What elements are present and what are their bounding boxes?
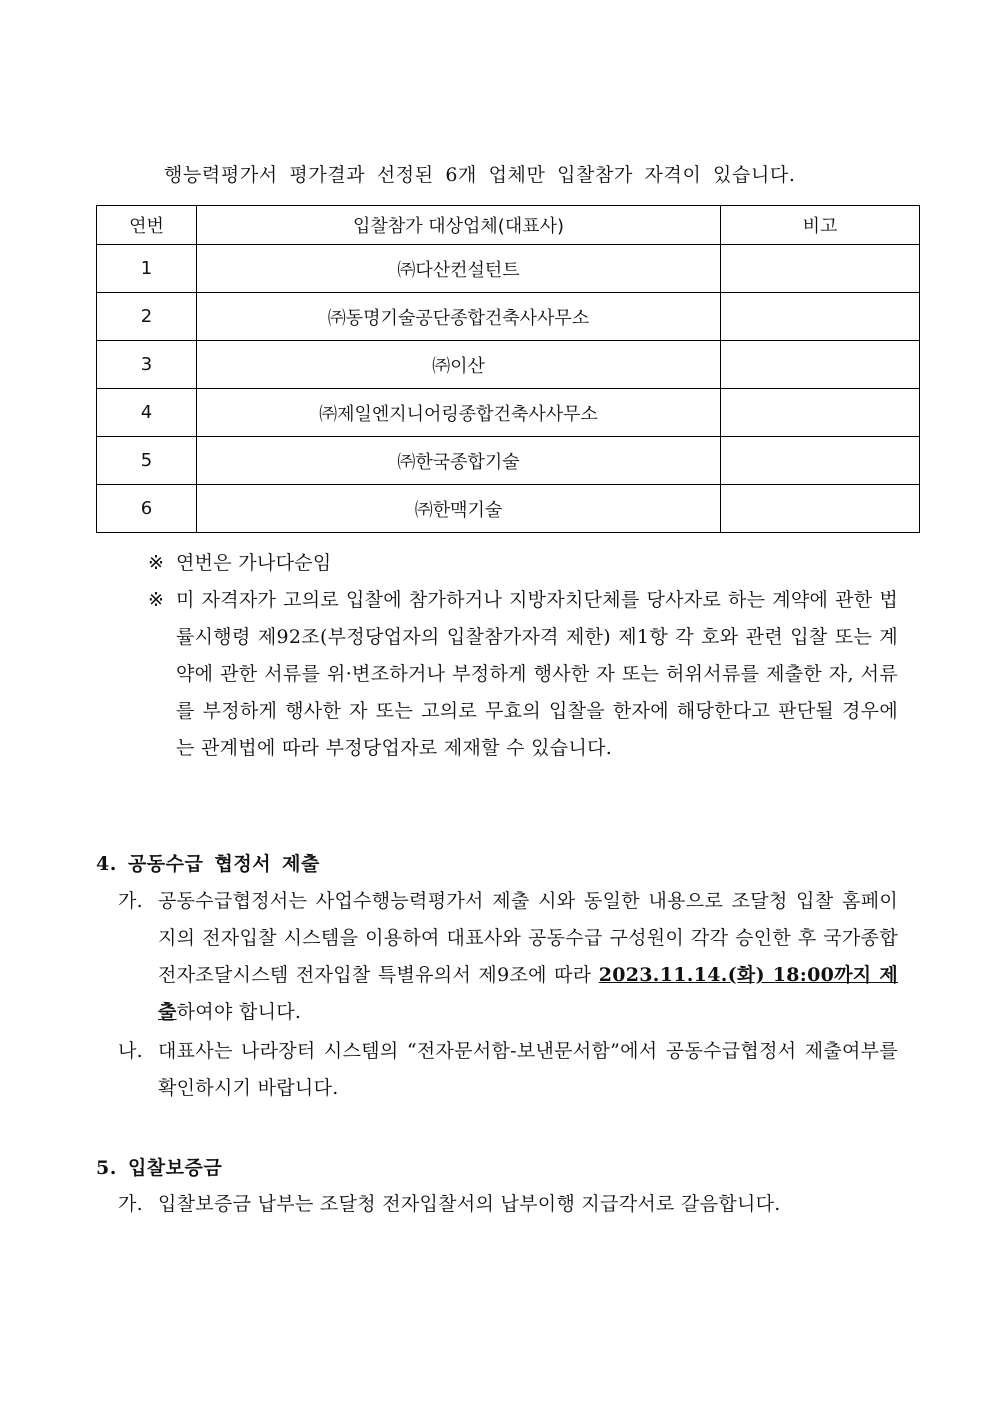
table-header-row: [97, 206, 920, 245]
table-row: [97, 293, 920, 341]
row-note: [721, 245, 920, 293]
note-mark: ※: [148, 552, 165, 574]
row-company: ㈜동명기술공단종합건축사사무소: [197, 293, 721, 341]
section4-item-na: [118, 1033, 898, 1107]
row-no: 3: [97, 341, 197, 389]
item-text-after: 하여야 합니다.: [176, 1001, 302, 1023]
item-text: [118, 883, 898, 1031]
row-note: [721, 485, 920, 533]
row-company: ㈜한국종합기술: [197, 437, 721, 485]
item-text: 입찰보증금 납부는 조달청 전자입찰서의 납부이행 지급각서로 갈음합니다.: [158, 1193, 781, 1215]
row-no: 4: [97, 389, 197, 437]
item-marker: 나.: [118, 1040, 143, 1062]
item-marker: 가.: [118, 1193, 143, 1215]
item-text-before: 공동수급협정서는 사업수행능력평가서 제출 시와 동일한 내용으로 조달청 입찰 홈페이지의 전자입찰 시스템을 이용하여 대표사와 공동수급 구성원이 각각 승인한 후 국가종합전자조달시스템 전자입찰 특별유의서 제9조에 따라: [158, 890, 898, 986]
note-order: [148, 545, 898, 582]
row-note: [721, 389, 920, 437]
intro-text: 행능력평가서 평가결과 선정된 6개 업체만 입찰참가 자격이 있습니다.: [164, 164, 796, 186]
note-mark: ※: [148, 589, 165, 611]
section5-item-ga: [118, 1186, 898, 1223]
table-row: [97, 341, 920, 389]
row-no: 2: [97, 293, 197, 341]
bidder-table: [96, 205, 920, 533]
submission-deadline: 2023.11.14.(화) 18:00까지 제출: [158, 964, 898, 1023]
item-marker: 가.: [118, 890, 143, 912]
table-row: [97, 485, 920, 533]
section4-heading: 4. 공동수급 협정서 제출: [96, 853, 320, 875]
section5-heading: 5. 입찰보증금: [96, 1157, 223, 1179]
row-note: [721, 293, 920, 341]
note-text: 연번은 가나다순임: [176, 552, 332, 574]
table-row: [97, 437, 920, 485]
row-no: 6: [97, 485, 197, 533]
row-no: 1: [97, 245, 197, 293]
note-sanction: [148, 582, 898, 767]
item-text: 대표사는 나라장터 시스템의 “전자문서함-보낸문서함”에서 공동수급협정서 제출여부를 확인하시기 바랍니다.: [158, 1040, 898, 1099]
table-row: [97, 245, 920, 293]
row-company: ㈜이산: [197, 341, 721, 389]
table-row: [97, 389, 920, 437]
row-note: [721, 437, 920, 485]
header-note: 비고: [721, 206, 920, 245]
row-note: [721, 341, 920, 389]
row-company: ㈜제일엔지니어링종합건축사사무소: [197, 389, 721, 437]
section4-item-ga: [118, 883, 898, 1031]
header-company: 입찰참가 대상업체(대표사): [197, 206, 721, 245]
row-company: ㈜다산컨설턴트: [197, 245, 721, 293]
note-text: 미 자격자가 고의로 입찰에 참가하거나 지방자치단체를 당사자로 하는 계약에 관한 법률시행령 제92조(부정당업자의 입찰참가자격 제한) 제1항 각 호와 관련 입찰 또는 계약에 관한 서류를 위·변조하거나 부정하게 행사한 자 또는 허위서류를 제출한 자, 서류를 부정하게 행사한 자 또는 고의로 무효의 입찰을 한자에 해당한다고 판단될 경우에는 관계법에 따라 부정당업자로 제재할 수 있습니다.: [176, 589, 898, 759]
row-no: 5: [97, 437, 197, 485]
header-no: 연번: [97, 206, 197, 245]
row-company: ㈜한맥기술: [197, 485, 721, 533]
